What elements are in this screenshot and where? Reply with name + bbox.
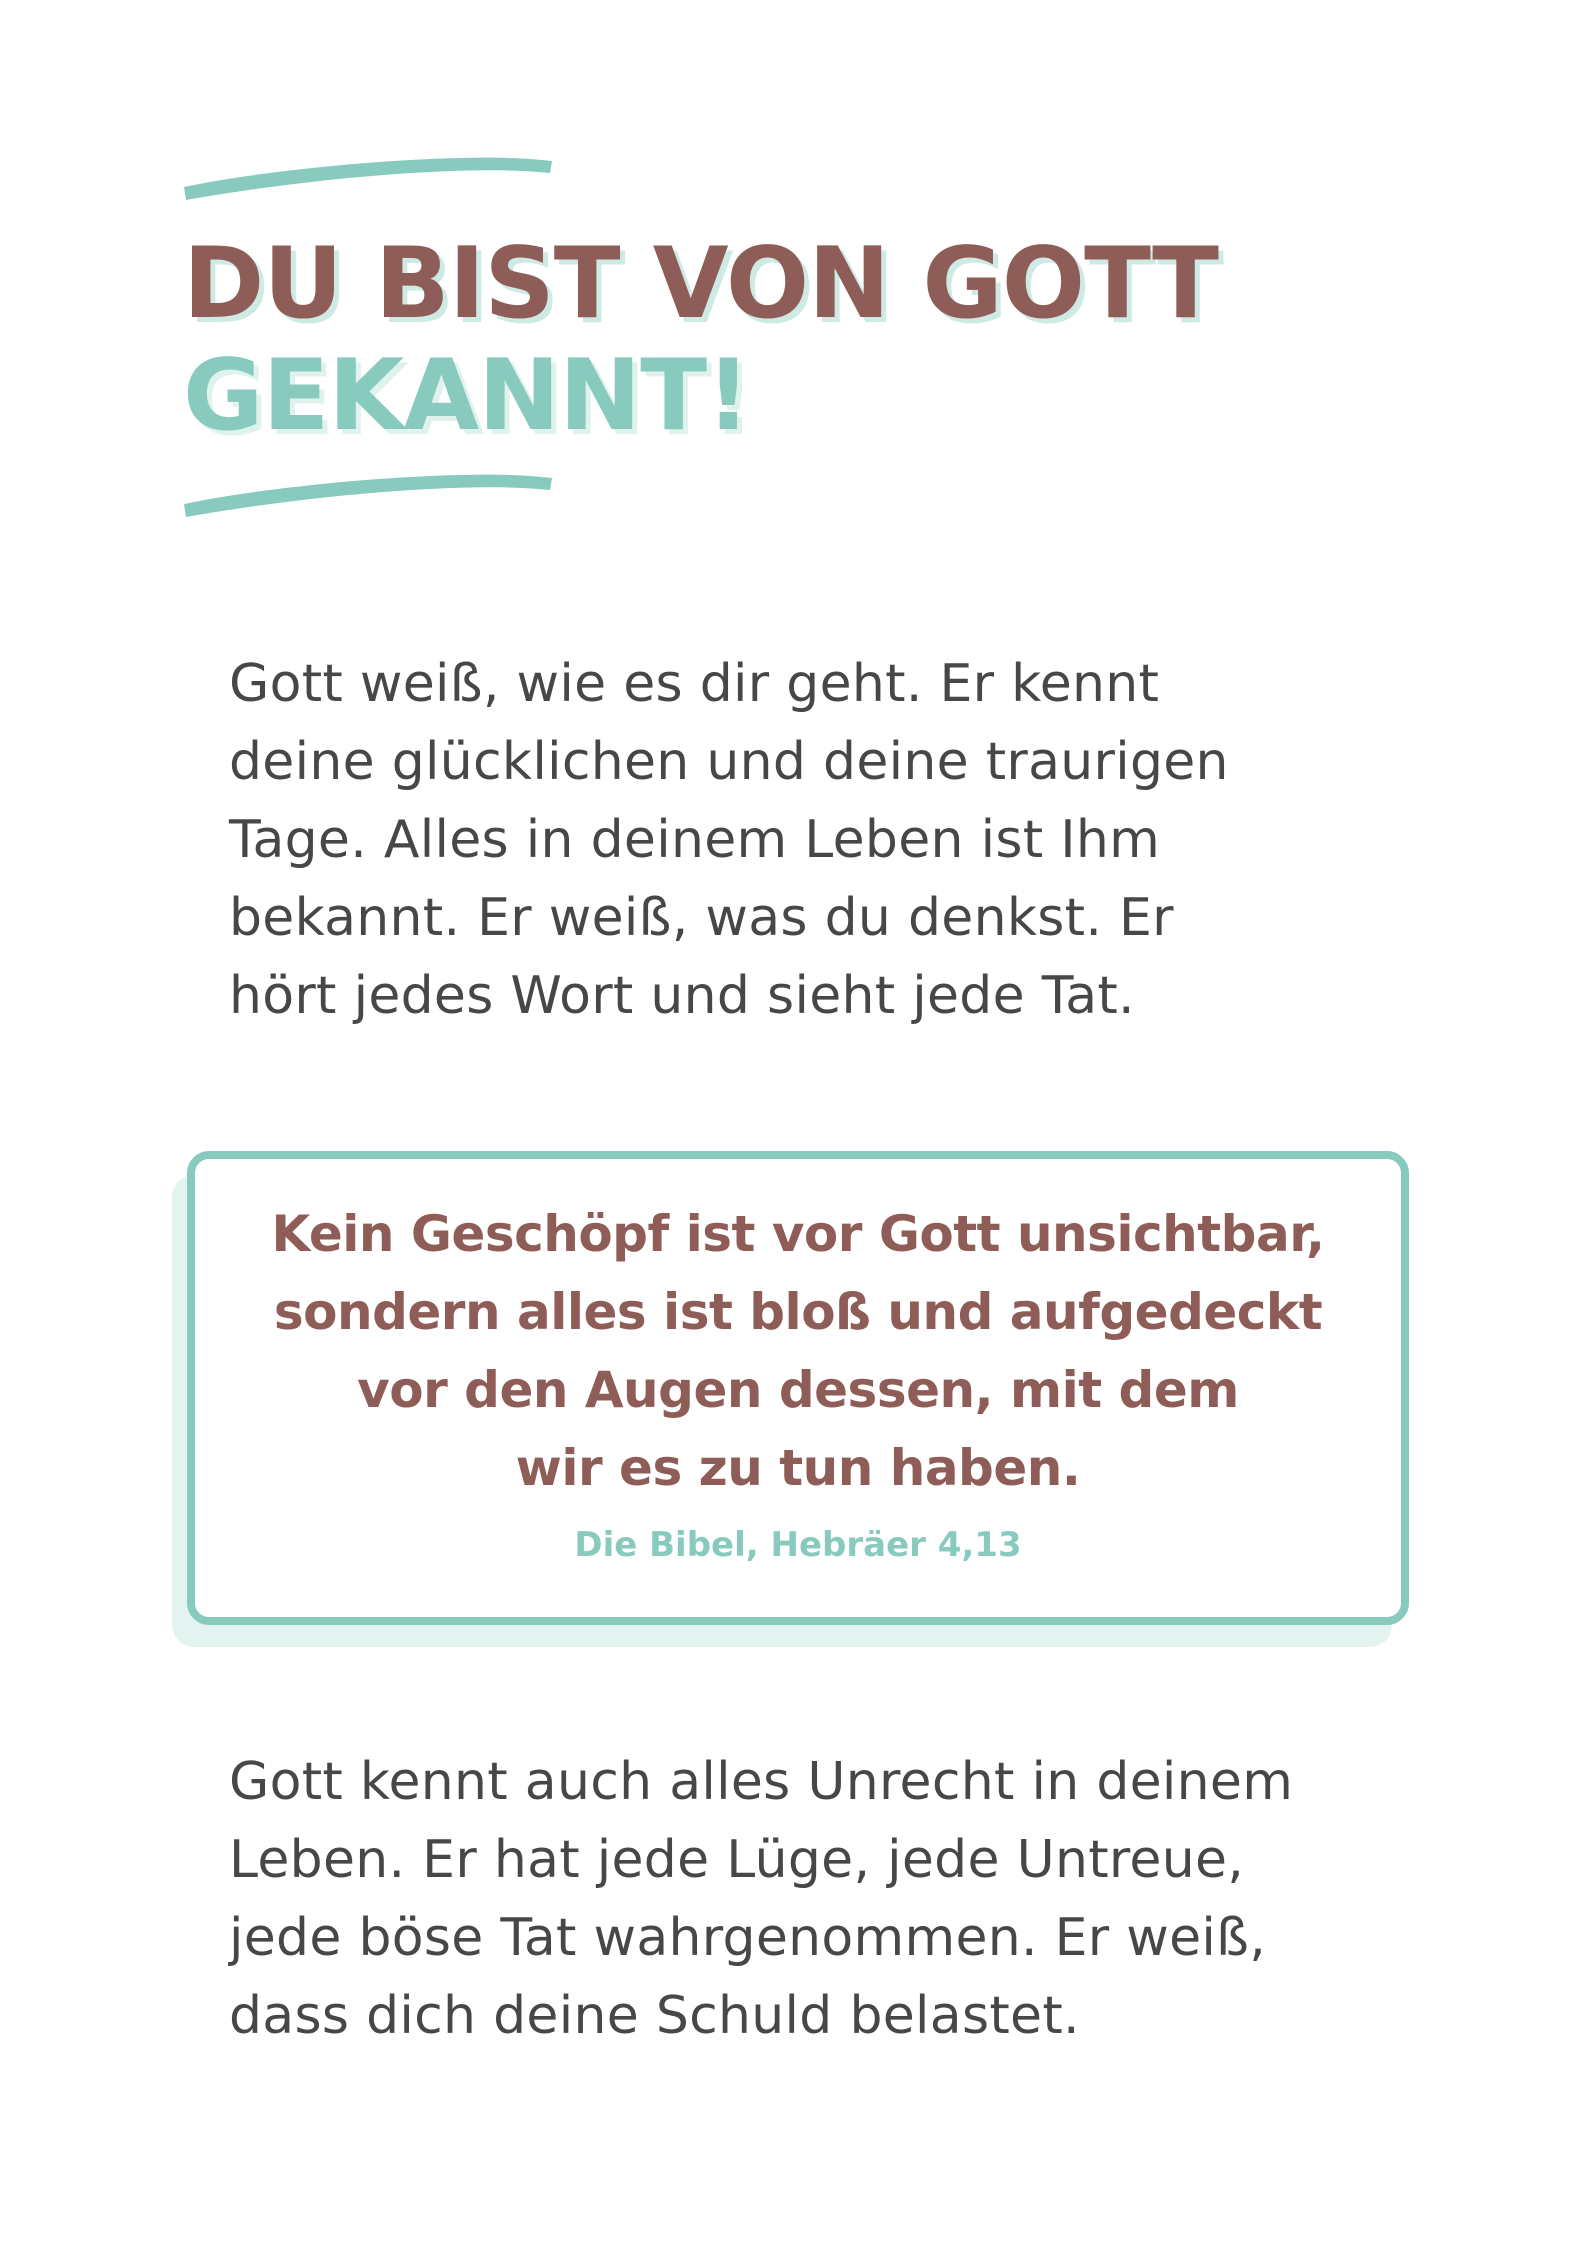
bible-quote-box xyxy=(187,1151,1409,1625)
intro-paragraph: Gott weiß, wie es dir geht. Er kennt deine glücklichen und deine traurigen Tage. Alles in deinem Leben ist Ihm bekannt. Er weiß, was du denkst. Er hört jedes Wort und sieht jede Tat. xyxy=(229,654,1229,1026)
brush-stroke-bottom xyxy=(180,462,560,522)
brush-stroke-top xyxy=(180,145,560,205)
closing-paragraph: Gott kennt auch alles Unrecht in deinem Leben. Er hat jede Lüge, jede Untreue, jede böse Tat wahrgenommen. Er weiß, dass dich deine Schuld belastet. xyxy=(229,1752,1294,2046)
title-line-1: DU BIST VON GOTT xyxy=(183,227,1219,341)
title-line-2: GEKANNT! xyxy=(183,339,750,453)
page-title xyxy=(183,228,1218,452)
quote-text: Kein Geschöpf ist vor Gott unsichtbar, sondern alles ist bloß und aufgedeckt vor den Augen dessen, mit dem wir es zu tun haben. xyxy=(271,1205,1325,1497)
quote-reference: Die Bibel, Hebräer 4,13 xyxy=(574,1525,1022,1565)
